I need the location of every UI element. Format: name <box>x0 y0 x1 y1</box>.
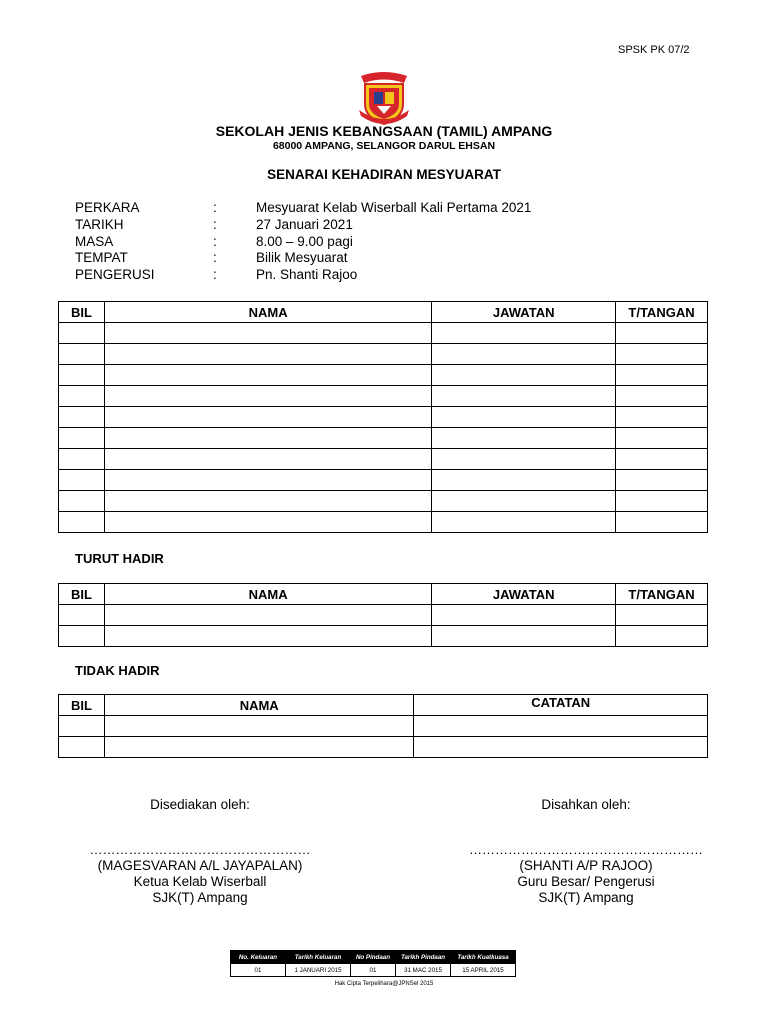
table-cell[interactable] <box>59 344 105 365</box>
table-cell[interactable] <box>432 323 616 344</box>
approved-by-block <box>436 842 736 906</box>
meta-label: MASA <box>75 233 114 249</box>
table-cell[interactable] <box>432 491 616 512</box>
table-row <box>59 386 708 407</box>
table-cell[interactable] <box>104 512 431 533</box>
attendance-header-row <box>59 302 708 323</box>
document-control-values <box>231 964 516 977</box>
meta-value: 27 Januari 2021 <box>256 216 353 232</box>
meta-colon: : <box>213 250 217 266</box>
school-address: 68000 AMPANG, SELANGOR DARUL EHSAN <box>272 140 496 152</box>
col-jawatan: JAWATAN <box>432 584 616 605</box>
table-cell[interactable] <box>59 626 105 647</box>
table-cell[interactable] <box>616 323 708 344</box>
meta-value: Pn. Shanti Rajoo <box>256 267 358 283</box>
table-row <box>59 737 708 758</box>
table-cell[interactable] <box>59 737 105 758</box>
table-cell[interactable] <box>59 449 105 470</box>
table-cell[interactable] <box>414 737 708 758</box>
tidak-hadir-header-row <box>59 695 708 716</box>
table-cell[interactable] <box>432 449 616 470</box>
meta-colon: : <box>213 216 217 232</box>
signature-line: …………………………………………… <box>89 842 311 857</box>
table-cell[interactable] <box>104 716 413 737</box>
meta-value: Mesyuarat Kelab Wiserball Kali Pertama 2021 <box>256 200 532 215</box>
meeting-details <box>75 200 675 284</box>
tidak-hadir-table <box>58 694 708 758</box>
table-cell[interactable] <box>432 605 616 626</box>
col-nama: NAMA <box>104 695 413 716</box>
document-control-table <box>230 950 516 977</box>
prepared-by-caption: Disediakan oleh: <box>150 797 250 812</box>
turut-hadir-table <box>58 583 708 647</box>
footer-header-cell: No. Keluaran <box>231 951 286 964</box>
table-row <box>59 626 708 647</box>
table-cell[interactable] <box>432 386 616 407</box>
col-tandatangan: T/TANGAN <box>616 584 708 605</box>
table-cell[interactable] <box>616 365 708 386</box>
col-bil: BIL <box>59 695 105 716</box>
table-cell[interactable] <box>104 344 431 365</box>
footer-value-cell: 15 APRIL 2015 <box>451 964 516 977</box>
meta-colon: : <box>213 200 217 215</box>
table-cell[interactable] <box>59 365 105 386</box>
approved-by-org: SJK(T) Ampang <box>538 890 634 905</box>
table-cell[interactable] <box>616 512 708 533</box>
footer-header-cell: No Pindaan <box>351 951 396 964</box>
table-cell[interactable] <box>104 428 431 449</box>
col-tandatangan: T/TANGAN <box>616 302 708 323</box>
table-row <box>59 365 708 386</box>
table-row <box>59 428 708 449</box>
footer-header-cell: Tarikh Pindaan <box>396 951 451 964</box>
table-cell[interactable] <box>59 491 105 512</box>
school-crest-icon <box>357 70 411 126</box>
table-cell[interactable] <box>59 605 105 626</box>
prepared-by-block <box>50 842 350 906</box>
meta-label: TEMPAT <box>75 250 128 266</box>
footer-value-cell: 01 <box>231 964 286 977</box>
meta-row-masa <box>75 234 675 251</box>
table-row <box>59 491 708 512</box>
table-cell[interactable] <box>432 626 616 647</box>
table-cell[interactable] <box>104 386 431 407</box>
footer-header-cell: Tarikh Kuatkuasa <box>451 951 516 964</box>
attendance-table <box>58 301 708 533</box>
table-cell[interactable] <box>104 626 431 647</box>
table-cell[interactable] <box>432 470 616 491</box>
table-cell[interactable] <box>432 365 616 386</box>
meta-row-tarikh <box>75 217 675 234</box>
table-cell[interactable] <box>104 323 431 344</box>
table-cell[interactable] <box>104 491 431 512</box>
approved-by-name: (SHANTI A/P RAJOO) <box>519 858 653 873</box>
table-row <box>59 323 708 344</box>
table-cell[interactable] <box>104 470 431 491</box>
table-row <box>59 344 708 365</box>
document-title: SENARAI KEHADIRAN MESYUARAT <box>267 167 501 182</box>
table-cell[interactable] <box>616 428 708 449</box>
table-row <box>59 716 708 737</box>
table-cell[interactable] <box>104 449 431 470</box>
table-cell[interactable] <box>616 386 708 407</box>
turut-hadir-header-row <box>59 584 708 605</box>
table-row <box>59 449 708 470</box>
turut-hadir-label: TURUT HADIR <box>75 551 164 566</box>
document-control-header <box>231 951 516 964</box>
table-cell[interactable] <box>616 491 708 512</box>
table-row <box>59 605 708 626</box>
document-code: SPSK PK 07/2 <box>618 44 690 56</box>
table-cell[interactable] <box>616 470 708 491</box>
meta-colon: : <box>213 267 217 283</box>
table-cell[interactable] <box>59 512 105 533</box>
table-cell[interactable] <box>104 737 413 758</box>
col-nama: NAMA <box>104 302 431 323</box>
table-cell[interactable] <box>432 407 616 428</box>
table-row <box>59 407 708 428</box>
table-cell[interactable] <box>104 605 431 626</box>
table-cell[interactable] <box>104 407 431 428</box>
table-cell[interactable] <box>432 428 616 449</box>
prepared-by-position: Ketua Kelab Wiserball <box>133 874 267 889</box>
col-bil: BIL <box>59 584 105 605</box>
footer-value-cell: 01 <box>351 964 396 977</box>
table-cell[interactable] <box>104 365 431 386</box>
table-cell[interactable] <box>59 716 105 737</box>
table-cell[interactable] <box>432 512 616 533</box>
col-bil: BIL <box>59 302 105 323</box>
table-cell[interactable] <box>59 470 105 491</box>
table-cell[interactable] <box>616 626 708 647</box>
meta-row-perkara <box>75 200 675 217</box>
meta-row-tempat <box>75 250 675 267</box>
approved-by-caption: Disahkan oleh: <box>541 797 631 812</box>
meta-label: PERKARA <box>75 200 140 215</box>
footer-value-cell: 1 JANUARI 2015 <box>286 964 351 977</box>
table-cell[interactable] <box>59 386 105 407</box>
table-cell[interactable] <box>59 428 105 449</box>
approved-by-position: Guru Besar/ Pengerusi <box>517 874 655 889</box>
col-catatan: CATATAN <box>414 695 708 716</box>
signature-line: ……………………………………………… <box>469 842 703 857</box>
prepared-by-name: (MAGESVARAN A/L JAYAPALAN) <box>97 858 303 873</box>
meta-colon: : <box>213 233 217 249</box>
table-cell[interactable] <box>616 605 708 626</box>
footer-header-cell: Tarikh Keluaran <box>286 951 351 964</box>
meta-label: PENGERUSI <box>75 267 155 283</box>
table-cell[interactable] <box>616 449 708 470</box>
copyright-notice: Hak Cipta Terpelihara@JPNSel 2015 <box>334 981 434 987</box>
footer-value-cell: 31 MAC 2015 <box>396 964 451 977</box>
col-nama: NAMA <box>104 584 431 605</box>
col-jawatan: JAWATAN <box>432 302 616 323</box>
meta-row-pengerusi <box>75 267 675 284</box>
meta-value: Bilik Mesyuarat <box>256 250 348 266</box>
school-name: SEKOLAH JENIS KEBANGSAAN (TAMIL) AMPANG <box>215 123 553 139</box>
table-cell[interactable] <box>59 323 105 344</box>
meta-value: 8.00 – 9.00 pagi <box>256 233 353 249</box>
tidak-hadir-label: TIDAK HADIR <box>75 663 160 678</box>
table-cell[interactable] <box>616 407 708 428</box>
table-row <box>59 470 708 491</box>
table-cell[interactable] <box>59 407 105 428</box>
table-cell[interactable] <box>432 344 616 365</box>
table-cell[interactable] <box>414 716 708 737</box>
meta-label: TARIKH <box>75 216 124 232</box>
table-cell[interactable] <box>616 344 708 365</box>
prepared-by-org: SJK(T) Ampang <box>152 890 248 905</box>
table-row <box>59 512 708 533</box>
